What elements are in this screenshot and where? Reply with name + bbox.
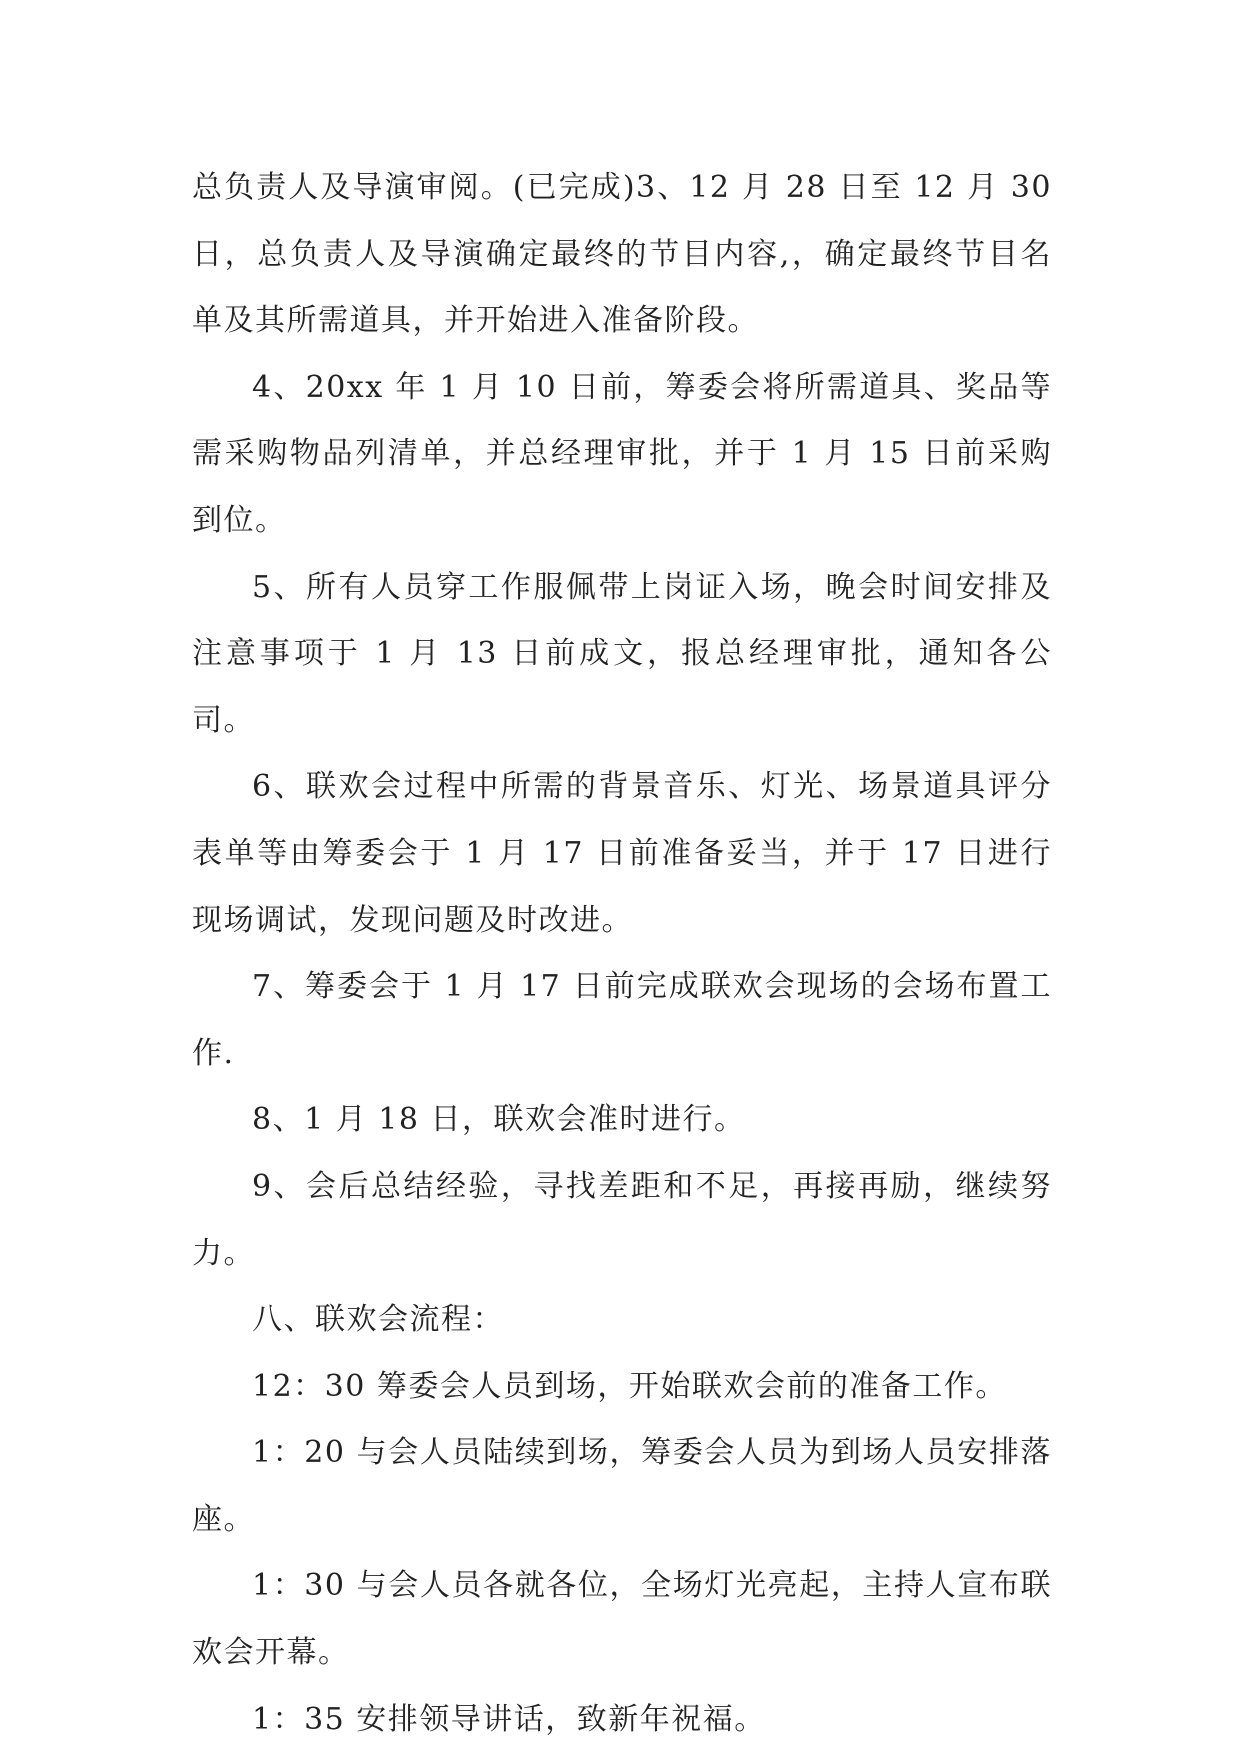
- paragraph-item-6: 6、联欢会过程中所需的背景音乐、灯光、场景道具评分表单等由筹委会于 1 月 17 日前准备妥当，并于 17 日进行现场调试，发现问题及时改进。: [192, 769, 1052, 938]
- schedule-item: 12：30 筹委会人员到场，开始联欢会前的准备工作。: [252, 1368, 1007, 1404]
- paragraph-item-5: 5、所有人员穿工作服佩带上岗证入场，晚会时间安排及注意事项于 1 月 13 日前成文，报总经理审批，通知各公司。: [192, 569, 1052, 738]
- document-body: [192, 155, 1052, 1753]
- paragraph-item-9: 9、会后总结经验，寻找差距和不足，再接再励，继续努力。: [192, 1168, 1052, 1271]
- schedule-item: 1：35 安排领导讲话，致新年祝福。: [252, 1701, 766, 1737]
- paragraph-item-7: 7、筹委会于 1 月 17 日前完成联欢会现场的会场布置工作.: [192, 969, 1052, 1071]
- paragraph-item-4: 4、20xx 年 1 月 10 日前，筹委会将所需道具、奖品等需采购物品列清单，并总经理审批，并于 1 月 15 日前采购到位。: [192, 369, 1052, 538]
- paragraph-continuation: 总负责人及导演审阅。(已完成)3、12 月 28 日至 12 月 30 日，总负责人及导演确定最终的节目内容,，确定最终节目名单及其所需道具，并开始进入准备阶段。: [192, 170, 1052, 339]
- schedule-item: 1：20 与会人员陆续到场，筹委会人员为到场人员安排落座。: [192, 1435, 1052, 1537]
- paragraph-item-8: 8、1 月 18 日，联欢会准时进行。: [252, 1102, 746, 1138]
- section-heading: 八、联欢会流程：: [252, 1302, 504, 1338]
- schedule-item: 1：30 与会人员各就各位，全场灯光亮起，主持人宣布联欢会开幕。: [192, 1568, 1052, 1671]
